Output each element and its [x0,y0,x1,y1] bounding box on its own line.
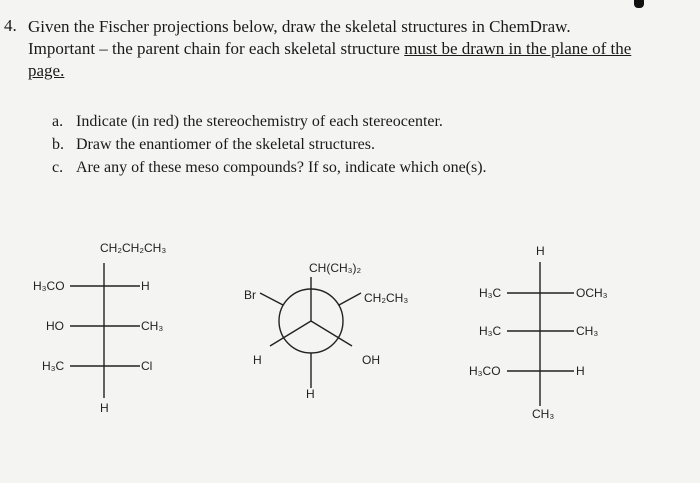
sub-item-text: Indicate (in red) the stereochemistry of each stereocenter. [76,113,443,130]
fischer-1-top: CH₂CH₂CH₃ [100,241,167,255]
fischer-3-top: H [536,244,545,258]
sub-item-text: Draw the enantiomer of the skeletal structures. [76,136,375,153]
question-line-2-start: Important – the parent chain for each skeletal structure [28,39,405,58]
newman-projection [244,261,408,401]
newman-front-bond-lower-right [311,321,352,346]
fischer-1-row-3-left: H₃C [42,359,65,373]
question-line-1: Given the Fischer projections below, draw the skeletal structures in ChemDraw. [28,17,571,36]
newman-front-lower-right: OH [362,353,380,367]
fischer-3-row-3-right: H [576,364,585,378]
fischer-3-bottom: CH₃ [532,407,555,421]
fischer-1-row-1-right: H [141,279,150,293]
fischer-3-row-3-left: H₃CO [469,364,501,378]
sub-item-letter: c. [52,159,64,176]
fischer-3-row-1-right: OCH₃ [576,286,608,300]
fischer-3-row-2-right: CH₃ [576,324,599,338]
fischer-3-row-2-left: H₃C [479,324,502,338]
newman-front-lower-left: H [253,353,262,367]
sub-item-letter: b. [52,136,64,153]
newman-back-upper-right: CH₂CH₃ [364,291,409,305]
newman-back-bond-upper-left [260,293,283,305]
newman-back-bottom: H [306,387,315,401]
newman-back-upper-left: Br [244,288,256,302]
fischer-3-row-1-left: H₃C [479,286,502,300]
question-number: 4. [4,16,17,35]
fischer-projection-1 [33,241,166,415]
question-line-3: page. [28,61,65,80]
fischer-1-row-3-right: Cl [141,359,153,373]
sub-item-letter: a. [52,113,64,130]
sub-item-text: Are any of these meso compounds? If so, indicate which one(s). [76,159,487,176]
fischer-projection-3 [469,244,608,421]
fischer-1-row-1-left: H₃CO [33,279,65,293]
fischer-1-bottom: H [100,401,109,415]
question-line-2-underlined: must be drawn in the plane of the [404,39,632,58]
newman-front-bond-lower-left [270,321,311,346]
newman-back-bond-upper-right [339,293,361,305]
newman-front-top: CH(CH₃)₂ [309,261,362,275]
fischer-1-row-2-right: CH₃ [141,319,164,333]
fischer-1-row-2-left: HO [46,319,64,333]
